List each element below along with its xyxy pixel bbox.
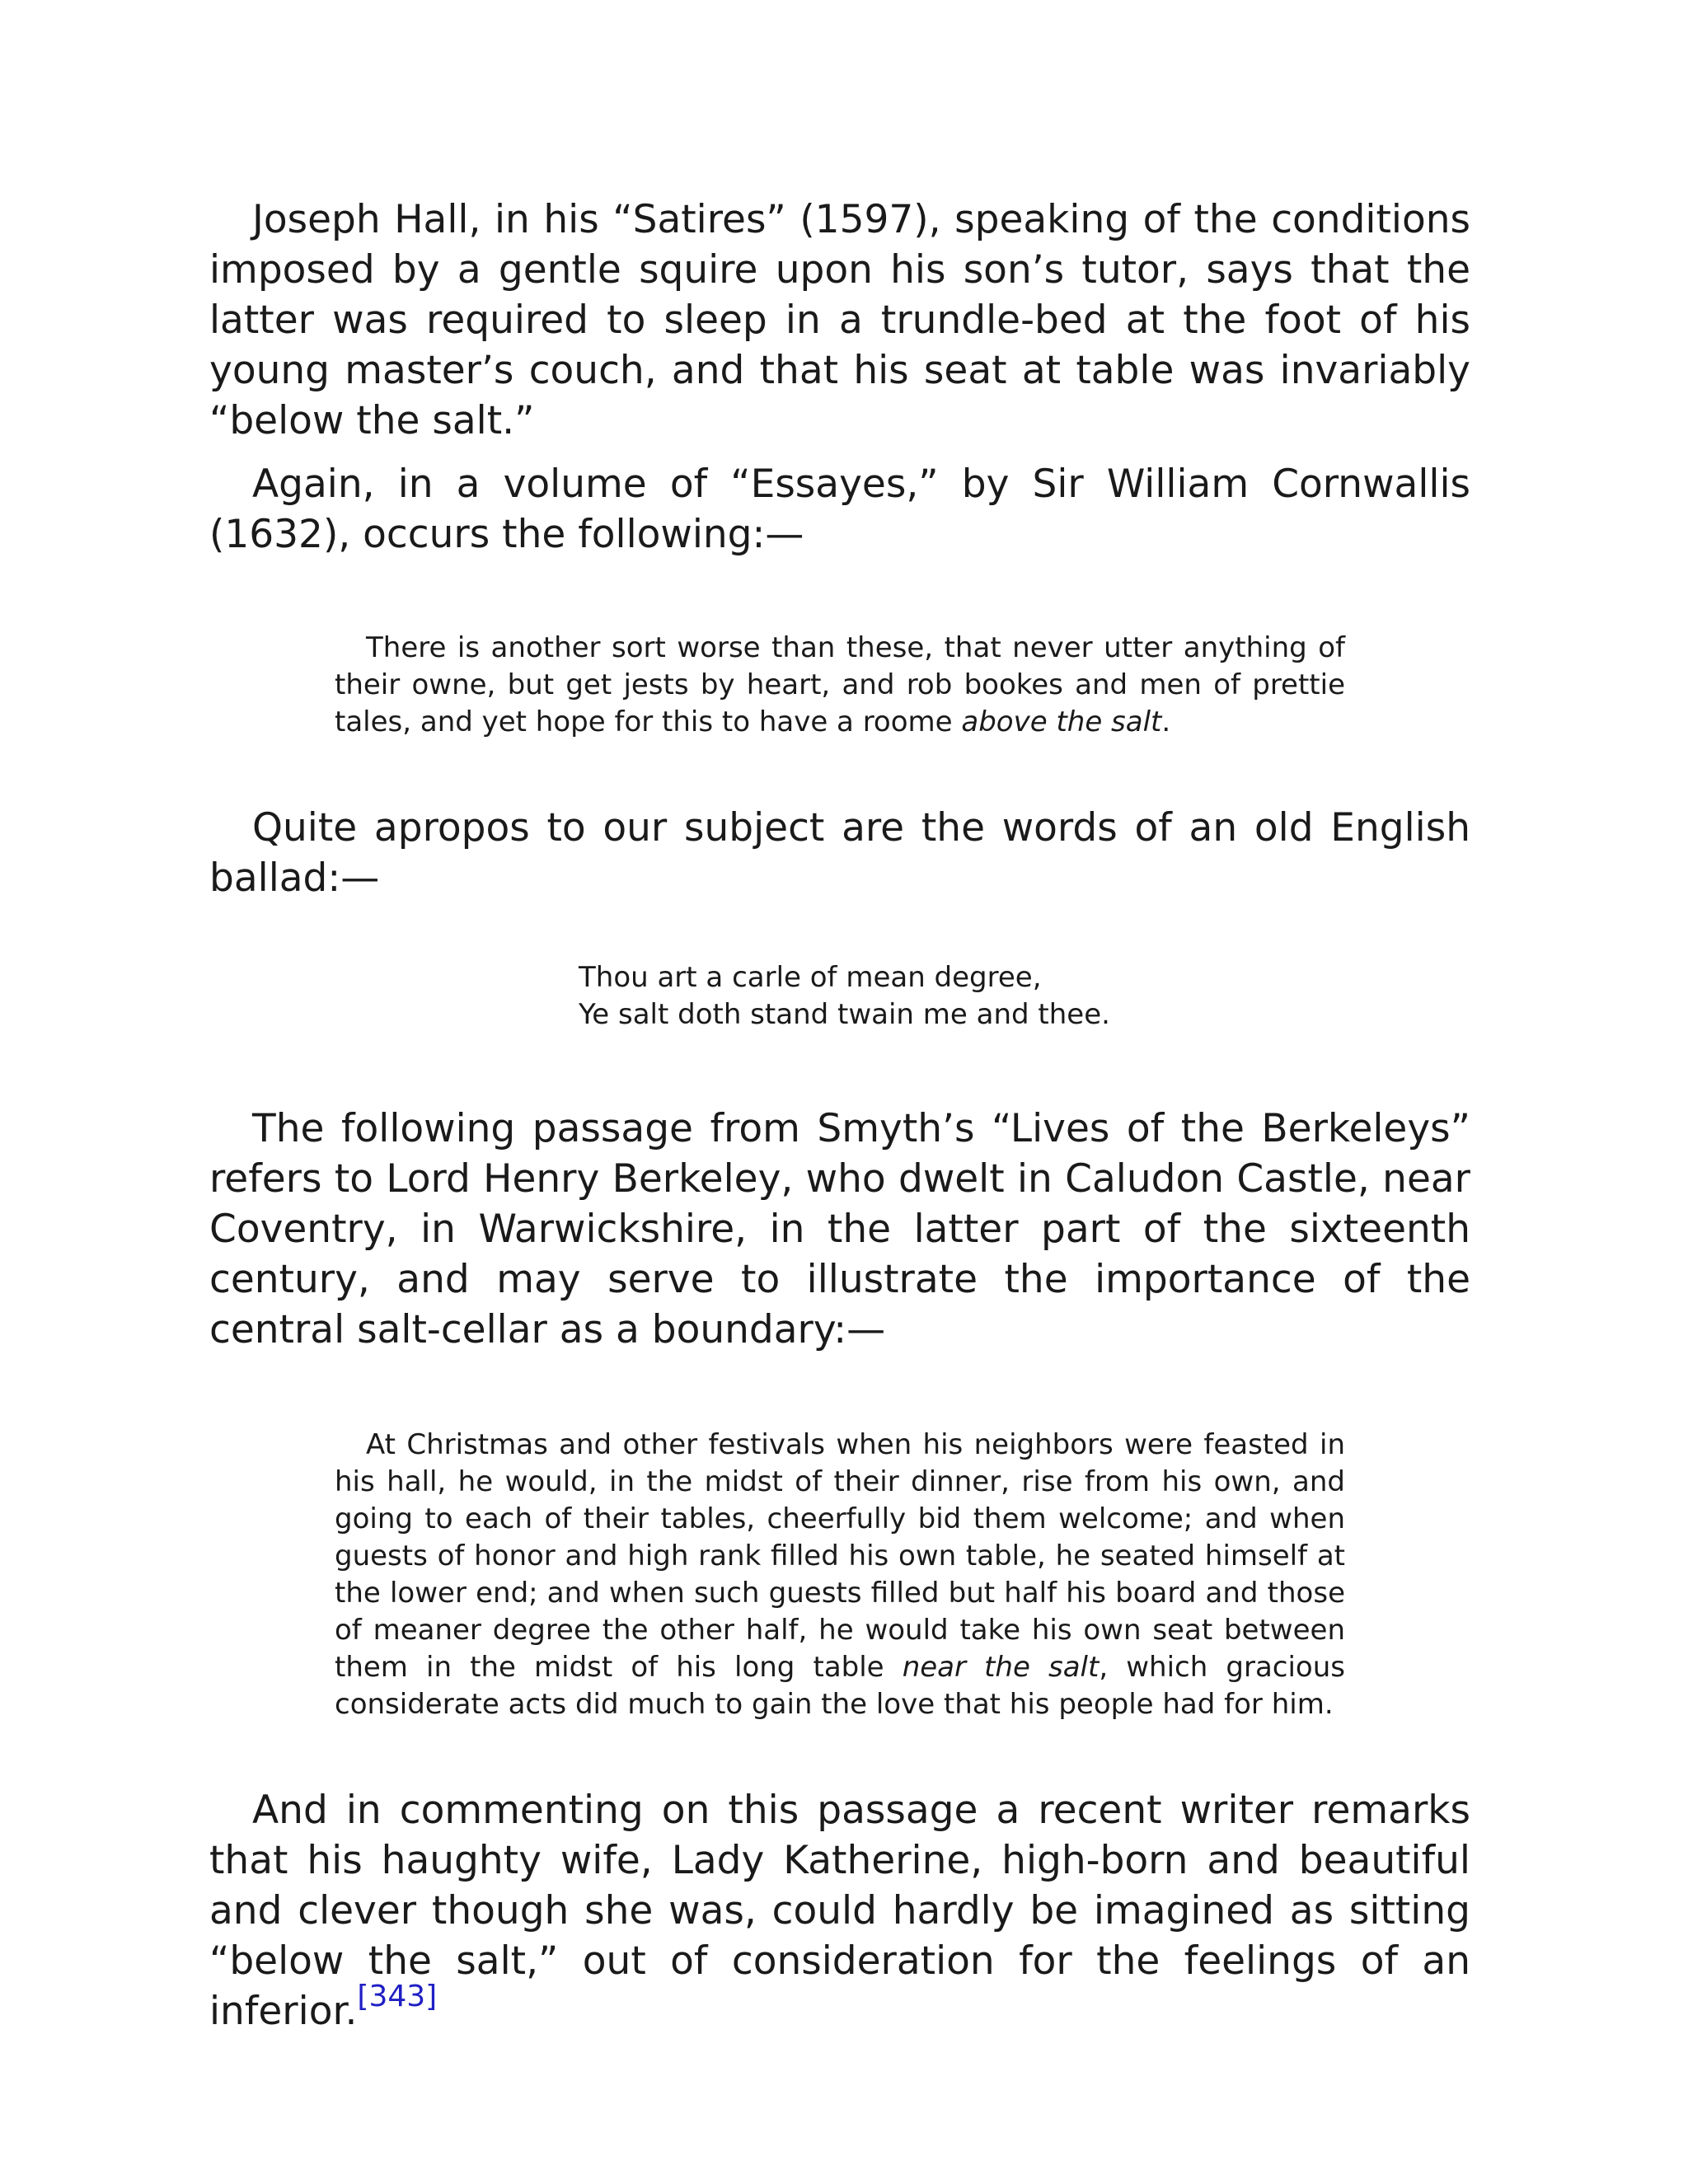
verse-line-2: Ye salt doth stand twain me and thee. bbox=[579, 998, 1110, 1031]
blockquote-cornwallis-text: There is another sort worse than these, that never utter anything of their owne, but get jests by heart, and rob bookes and men of prettie tales, and yet hope for this to have a roome bbox=[335, 631, 1345, 738]
blockquote-cornwallis bbox=[335, 630, 1345, 741]
ballad-verse bbox=[579, 959, 1470, 1033]
paragraph-berkeleys: The following passage from Smyth’s “Lives of the Berkeleys” refers to Lord Henry Berkeley, who dwelt in Caludon Castle, near Coventry, in Warwickshire, in the latter part of the sixteenth century, and may serve to illustrate the importance of the central salt-cellar as a boundary:— bbox=[209, 1106, 1470, 1352]
footnote-link-343[interactable]: [343] bbox=[357, 1980, 438, 2013]
blockquote-berkeley-text: At Christmas and other festivals when his neighbors were feasted in his hall, he would, in the midst of their dinner, rise from his own, and going to each of their tables, cheerfully bid them welcome; and when guests of honor and high rank filled his own table, he seated himself at the lower end; and when such guests filled but half his board and those of meaner degree the other half, he would take his own seat between them in the midst of his long table bbox=[335, 1428, 1345, 1684]
paragraph-commentary bbox=[209, 1785, 1470, 2036]
paragraph-joseph-hall: Joseph Hall, in his “Satires” (1597), speaking of the conditions imposed by a gentle squire upon his son’s tutor, says that the latter was required to sleep in a trundle-bed at the foot of his young master’s couch, and that his seat at table was invariably “below the salt.” bbox=[209, 197, 1470, 443]
blockquote-berkeley bbox=[335, 1427, 1345, 1723]
blockquote-berkeley-end: , which gracious considerate acts did much to gain the love that his people had for him. bbox=[335, 1651, 1345, 1721]
paragraph-cornwallis: Again, in a volume of “Essayes,” by Sir William Cornwallis (1632), occurs the following:— bbox=[209, 462, 1470, 557]
page-content bbox=[209, 194, 1470, 2036]
blockquote-cornwallis-end: . bbox=[1161, 705, 1171, 738]
blockquote-cornwallis-italic: above the salt bbox=[961, 705, 1162, 738]
verse-line-1: Thou art a carle of mean degree, bbox=[579, 961, 1042, 994]
blockquote-berkeley-italic: near the salt bbox=[902, 1651, 1100, 1684]
paragraph-ballad-intro: Quite apropos to our subject are the words of an old English ballad:— bbox=[209, 805, 1470, 901]
paragraph-commentary-text: And in commenting on this passage a recent writer remarks that his haughty wife, Lady Katherine, high-born and beautiful and clever though she was, could hardly be imagined as sitting “below the salt,” out of consideration for the feelings of an inferior. bbox=[209, 1788, 1470, 2034]
